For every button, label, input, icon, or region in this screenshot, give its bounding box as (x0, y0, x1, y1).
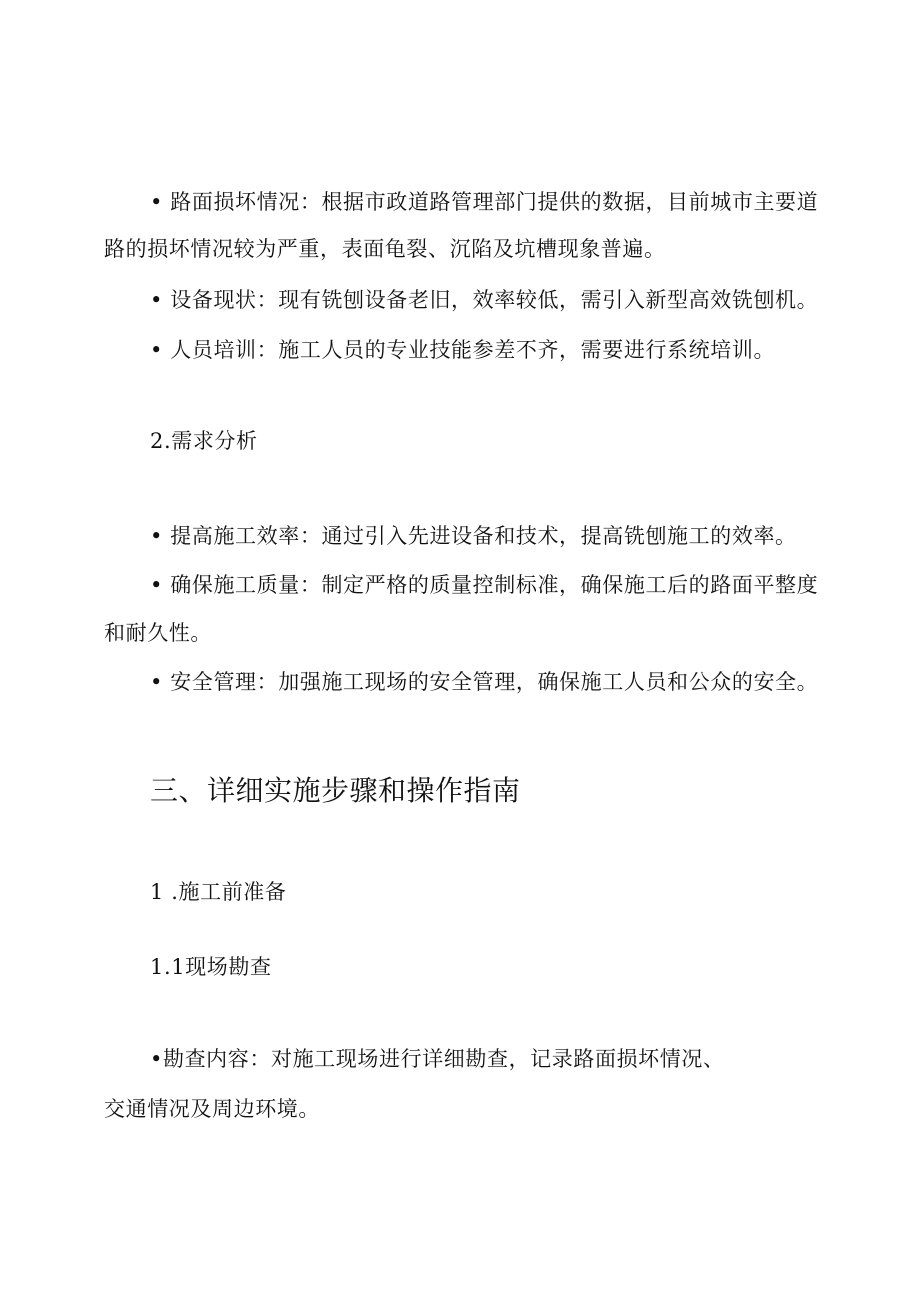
section-heading-implementation: 三、详细实施步骤和操作指南 (150, 774, 521, 807)
subheading-demand-analysis: 2.需求分析 (150, 429, 258, 453)
bullet-road-damage-line1: • 路面损坏情况：根据市政道路管理部门提供的数据，目前城市主要道 (150, 190, 819, 214)
bullet-efficiency: • 提高施工效率：通过引入先进设备和技术，提高铣刨施工的效率。 (150, 524, 797, 548)
survey-content-line1: •勘查内容：对施工现场进行详细勘查，记录路面损坏情况、 (150, 1047, 725, 1071)
bullet-staff-training: • 人员培训：施工人员的专业技能参差不齐，需要进行系统培训。 (150, 338, 776, 362)
bullet-road-damage-line2: 路的损坏情况较为严重，表面龟裂、沉陷及坑槽现象普遍。 (104, 237, 666, 261)
item-pre-construction: 1 .施工前准备 (150, 880, 287, 904)
bullet-quality-line1: • 确保施工质量：制定严格的质量控制标准，确保施工后的路面平整度 (150, 573, 819, 597)
survey-content-line2: 交通情况及周边环境。 (104, 1097, 320, 1121)
item-site-survey: 1.1现场勘查 (150, 955, 272, 979)
bullet-equipment-status: • 设备现状：现有铣刨设备老旧，效率较低，需引入新型高效铣刨机。 (150, 288, 819, 312)
bullet-safety-management: • 安全管理：加强施工现场的安全管理，确保施工人员和公众的安全。 (150, 670, 819, 694)
bullet-quality-line2: 和耐久性。 (104, 621, 212, 645)
